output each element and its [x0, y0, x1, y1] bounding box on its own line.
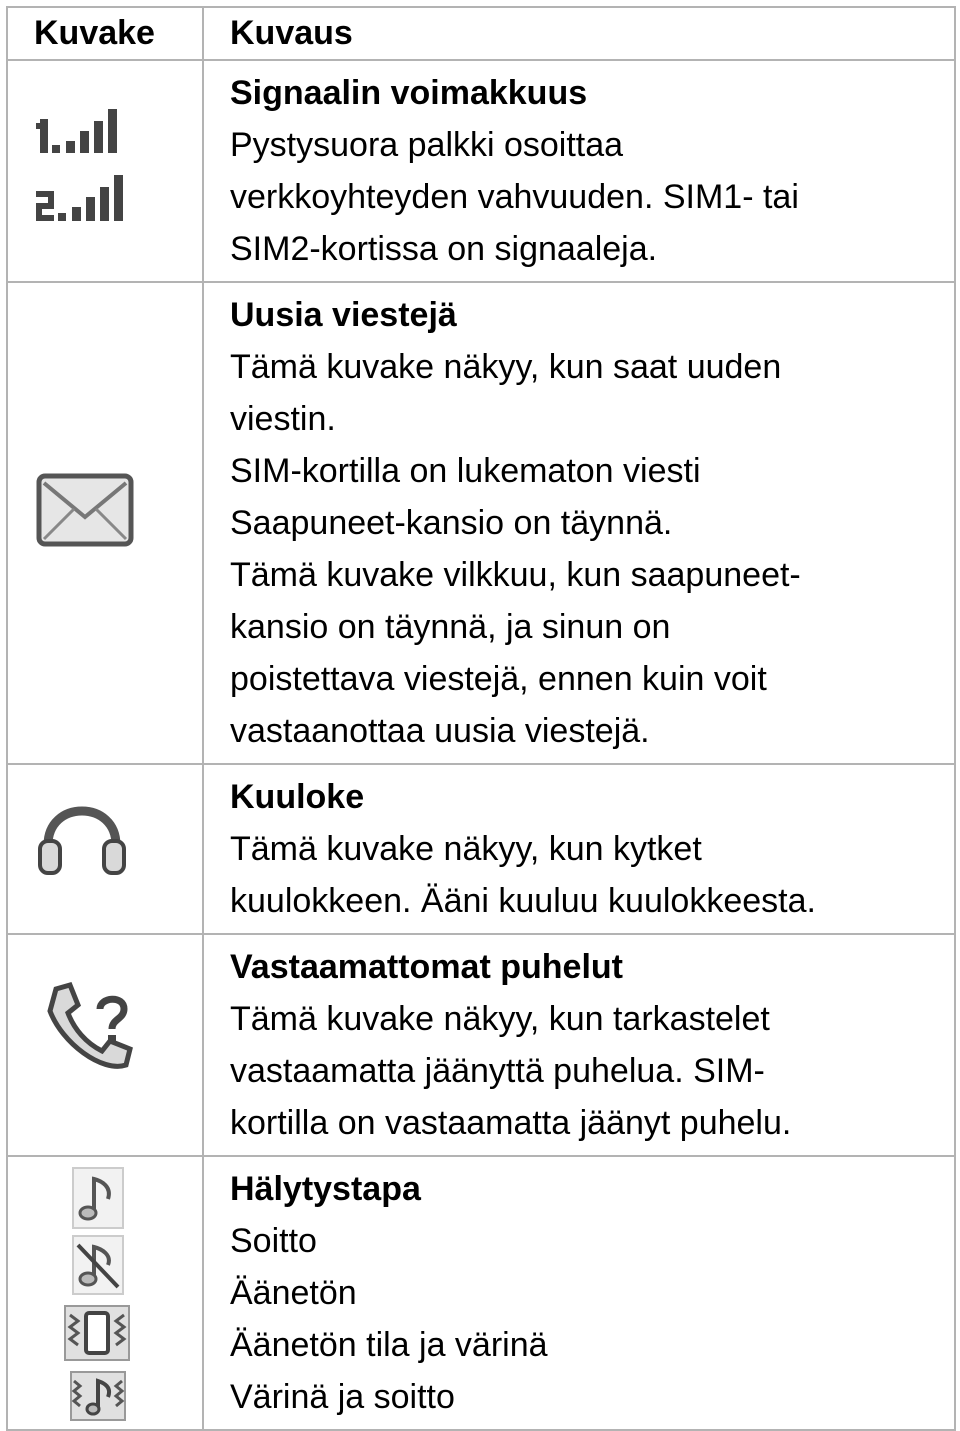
- description-line: Soitto: [230, 1222, 317, 1260]
- header-icon-column: Kuvake: [7, 7, 203, 60]
- description-line: Saapuneet-kansio on täynnä.: [230, 504, 673, 542]
- description-cell: [203, 1156, 955, 1430]
- description-line: vastaamatta jäänyttä puhelua. SIM-: [230, 1052, 765, 1090]
- description-line: poistettava viestejä, ennen kuin voit: [230, 660, 767, 698]
- description-line: SIM-kortilla on lukematon viesti: [230, 452, 701, 490]
- table-row: [7, 764, 955, 934]
- description-line: Tämä kuvake vilkkuu, kun saapuneet-: [230, 556, 801, 594]
- icon-cell: [7, 60, 203, 282]
- description-cell: [203, 60, 955, 282]
- description-line: SIM2-kortissa on signaaleja.: [230, 230, 658, 268]
- icon-cell: [7, 282, 203, 764]
- silent-icon: [72, 1235, 124, 1295]
- description-line: kuulokkeen. Ääni kuuluu kuulokkeesta.: [230, 882, 816, 920]
- table-row: [7, 60, 955, 282]
- row-title: Kuuloke: [230, 778, 365, 816]
- description-line: Tämä kuvake näkyy, kun tarkastelet: [230, 1000, 770, 1038]
- missed-call-icon: [42, 981, 142, 1075]
- headphones-icon: [36, 805, 128, 877]
- icon-description-table: [6, 6, 956, 1431]
- row-title: Signaalin voimakkuus: [230, 74, 588, 112]
- envelope-icon: [36, 473, 134, 547]
- description-cell: [203, 934, 955, 1156]
- row-title: Uusia viestejä: [230, 296, 457, 334]
- header-description-column: Kuvaus: [203, 7, 955, 60]
- description-line: Äänetön: [230, 1274, 357, 1312]
- description-line: viestin.: [230, 400, 336, 438]
- description-line: verkkoyhteyden vahvuuden. SIM1- tai: [230, 178, 799, 216]
- description-line: Värinä ja soitto: [230, 1378, 455, 1416]
- description-line: vastaanottaa uusia viestejä.: [230, 712, 650, 750]
- table-row: [7, 282, 955, 764]
- description-line: kansio on täynnä, ja sinun on: [230, 608, 671, 646]
- description-line: Tämä kuvake näkyy, kun kytket: [230, 830, 702, 868]
- description-line: Tämä kuvake näkyy, kun saat uuden: [230, 348, 782, 386]
- icon-cell: [7, 1156, 203, 1430]
- table-row: [7, 934, 955, 1156]
- row-title: Vastaamattomat puhelut: [230, 948, 623, 986]
- description-cell: [203, 764, 955, 934]
- table-header-row: [7, 7, 955, 60]
- icon-cell: [7, 934, 203, 1156]
- description-cell: [203, 282, 955, 764]
- vibrate-ring-icon: [70, 1371, 126, 1421]
- description-line: Äänetön tila ja värinä: [230, 1326, 548, 1364]
- silent-vibrate-icon: [64, 1305, 130, 1361]
- signal-sim2-icon: [34, 171, 134, 241]
- table-row: [7, 1156, 955, 1430]
- description-line: Pystysuora palkki osoittaa: [230, 126, 624, 164]
- icon-cell: [7, 764, 203, 934]
- ring-icon: [72, 1167, 124, 1229]
- row-title: Hälytystapa: [230, 1170, 421, 1208]
- description-line: kortilla on vastaamatta jäänyt puhelu.: [230, 1104, 792, 1142]
